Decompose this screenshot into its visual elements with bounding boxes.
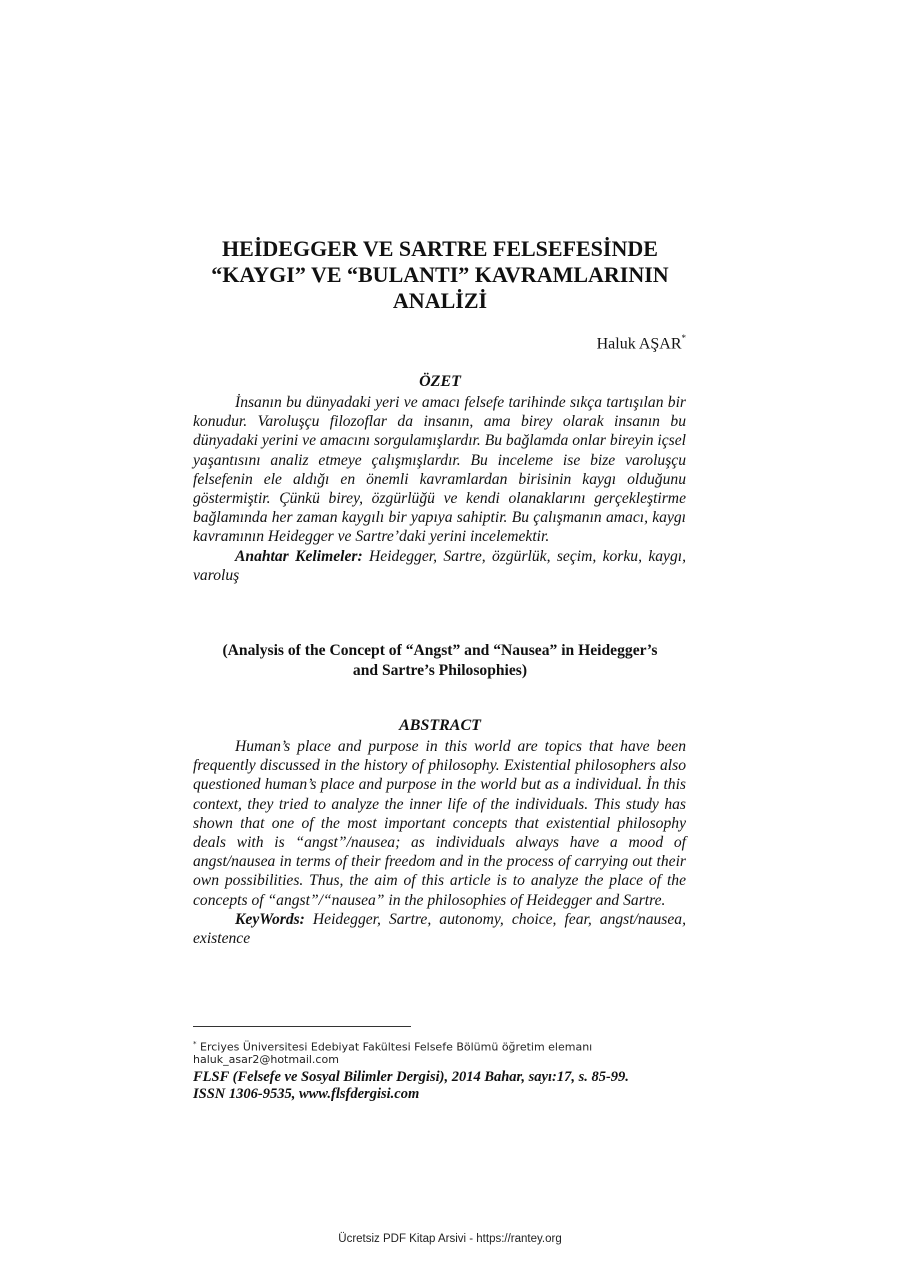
- ozet-keywords-label: Anahtar Kelimeler:: [235, 547, 363, 565]
- title-line-1: HEİDEGGER VE SARTRE FELSEFESİNDE: [222, 236, 658, 261]
- ozet-keywords: [193, 547, 686, 585]
- abstract-text: Human’s place and purpose in this world are topics that have been frequently discussed in the history of philosophy. Existential philosophers also questioned human’s place and purpose in the world but as a individual. İn this context, they tried to analyze the inner life of the individuals. This study has shown that one of the most important concepts that existential philosophy deals with is “angst”/nausea; as individuals always have a mood of angst/nausea in terms of their freedom and in the process of carrying out their own possibilities. Thus, the aim of this article is to analyze the place of the concepts of “angst”/“nausea” in the philosophies of Heidegger and Sartre.: [193, 738, 686, 909]
- ozet-text: İnsanın bu dünyadaki yeri ve amacı felsefe tarihinde sıkça tartışılan bir konudur. Varoluşçu filozoflar da insanın, ama birey olarak insanın bu dünyadaki yerini ve amacını sorgulamışlardır. Bu bağlamda onlar bireyin içsel yaşantısını analiz etmeye çalışmışlardır. Bu inceleme ise bize varoluşçu felsefenin ele aldığı en önemli kavramlardan birisinin kaygı olduğunu göstermiştir. Çünkü birey, özgürlüğü ve kendi olanaklarını gerçekleştirme bağlamında her zaman kaygılı bir yapıya sahiptir. Bu çalışmanın amacı, kaygı kavramının Heidegger ve Sartre’daki yerini incelemektir.: [193, 394, 686, 546]
- footnote-email[interactable]: haluk_asar2@hotmail.com: [193, 1053, 339, 1066]
- footnote-marker: *: [193, 1040, 197, 1048]
- abstract-heading: ABSTRACT: [399, 717, 481, 734]
- ozet-section: [193, 393, 686, 585]
- abstract-keywords-list: Heidegger, Sartre, autonomy, choice, fear, angst/nausea, existence: [193, 910, 686, 948]
- author-name: Haluk AŞAR: [596, 335, 682, 353]
- footnote-divider: [193, 1026, 411, 1027]
- english-title-line-2: and Sartre’s Philosophies): [352, 661, 528, 679]
- ozet-heading: ÖZET: [419, 373, 461, 390]
- journal-info: [193, 1069, 713, 1103]
- title-line-3: ANALİZİ: [392, 288, 488, 313]
- title-line-2: “KAYGI” VE “BULANTI” KAVRAMLARININ: [211, 262, 669, 287]
- abstract-section: [193, 737, 686, 948]
- source-footer[interactable]: Ücretsiz PDF Kitap Arsivi - https://rantey.org: [338, 1233, 562, 1245]
- abstract-keywords: [193, 910, 686, 948]
- author-footnote-marker[interactable]: *: [681, 333, 686, 343]
- affiliation-text: Erciyes Üniversitesi Edebiyat Fakültesi Felsefe Bölümü öğretim elemanı: [200, 1040, 593, 1054]
- journal-issn[interactable]: ISSN 1306-9535, www.flsfdergisi.com: [193, 1086, 420, 1102]
- abstract-keywords-label: KeyWords:: [235, 910, 305, 928]
- english-title: [190, 641, 690, 680]
- journal-citation: FLSF (Felsefe ve Sosyal Bilimler Dergisi), 2014 Bahar, sayı:17, s. 85-99.: [193, 1069, 629, 1085]
- english-title-line-1: (Analysis of the Concept of “Angst” and “Nausea” in Heidegger’s: [222, 642, 658, 659]
- article-title: [190, 236, 690, 314]
- author-line: [500, 334, 686, 353]
- ozet-keywords-list: Heidegger, Sartre, özgürlük, seçim, korku, kaygı, varoluş: [193, 547, 687, 584]
